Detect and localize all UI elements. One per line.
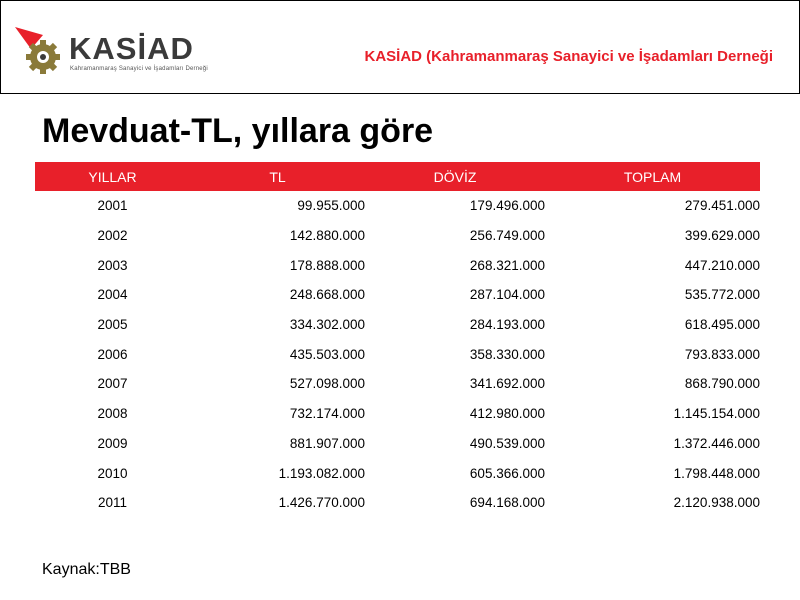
table-row <box>35 488 760 518</box>
cell-tl: 881.907.000 <box>289 435 365 451</box>
cell-year: 2005 <box>97 317 128 333</box>
cell-total: 447.210.000 <box>684 257 760 273</box>
source-note: Kaynak:TBB <box>42 561 131 578</box>
cell-doviz: 490.539.000 <box>469 435 545 451</box>
cell-total: 618.495.000 <box>684 317 760 333</box>
table-row <box>35 429 760 459</box>
column-header-doviz: DÖVİZ <box>365 162 545 191</box>
table-row <box>35 310 760 340</box>
table-row <box>35 339 760 369</box>
cell-year: 2010 <box>97 465 128 481</box>
cell-total: 868.790.000 <box>684 376 760 392</box>
cell-tl: 1.193.082.000 <box>278 465 365 481</box>
cell-year: 2011 <box>97 495 128 511</box>
cell-tl: 248.668.000 <box>289 287 365 303</box>
table-row <box>35 221 760 251</box>
cell-year: 2003 <box>97 257 128 273</box>
cell-doviz: 268.321.000 <box>469 257 545 273</box>
cell-doviz: 341.692.000 <box>469 376 545 392</box>
deposits-table <box>35 162 760 518</box>
cell-doviz: 256.749.000 <box>469 228 545 244</box>
cell-year: 2002 <box>97 228 128 244</box>
cell-doviz: 605.366.000 <box>469 465 545 481</box>
cell-doviz: 358.330.000 <box>469 346 545 362</box>
table-row <box>35 458 760 488</box>
page-title: Mevduat-TL, yıllara göre <box>42 112 434 150</box>
column-header-tl: TL <box>190 162 365 191</box>
cell-total: 279.451.000 <box>684 198 760 214</box>
cell-total: 1.372.446.000 <box>673 435 760 451</box>
table-row <box>35 191 760 221</box>
cell-tl: 1.426.770.000 <box>278 495 365 511</box>
logo-tagline: Kahramanmaraş Sanayici ve İşadamları Derneği <box>70 66 208 72</box>
cell-tl: 435.503.000 <box>289 346 365 362</box>
kasiad-logo <box>13 23 223 75</box>
cell-doviz: 412.980.000 <box>469 406 545 422</box>
logo-wordmark: KASİAD <box>69 31 194 66</box>
cell-tl: 99.955.000 <box>297 198 365 214</box>
cell-year: 2004 <box>97 287 128 303</box>
cell-tl: 732.174.000 <box>289 406 365 422</box>
cell-doviz: 179.496.000 <box>469 198 545 214</box>
cell-total: 2.120.938.000 <box>673 495 760 511</box>
cell-year: 2006 <box>97 346 128 362</box>
cell-total: 535.772.000 <box>684 287 760 303</box>
table-header-row <box>35 162 760 191</box>
cell-total: 399.629.000 <box>684 228 760 244</box>
cell-tl: 527.098.000 <box>289 376 365 392</box>
table-row <box>35 250 760 280</box>
column-header-years: YILLAR <box>35 162 190 191</box>
cell-tl: 178.888.000 <box>289 257 365 273</box>
cell-doviz: 287.104.000 <box>469 287 545 303</box>
cell-doviz: 694.168.000 <box>469 495 545 511</box>
slide-header <box>0 0 800 94</box>
cell-doviz: 284.193.000 <box>469 317 545 333</box>
cell-tl: 142.880.000 <box>289 228 365 244</box>
gear-triangle-logo-icon <box>13 23 73 75</box>
cell-year: 2007 <box>97 376 128 392</box>
cell-total: 1.798.448.000 <box>673 465 760 481</box>
cell-tl: 334.302.000 <box>289 317 365 333</box>
cell-total: 1.145.154.000 <box>673 406 760 422</box>
cell-year: 2008 <box>97 406 128 422</box>
column-header-total: TOPLAM <box>545 162 760 191</box>
cell-year: 2001 <box>97 198 128 214</box>
table-row <box>35 399 760 429</box>
table-row <box>35 369 760 399</box>
organization-name: KASİAD (Kahramanmaraş Sanayici ve İşadamları Derneği <box>364 48 773 65</box>
table-row <box>35 280 760 310</box>
cell-total: 793.833.000 <box>684 346 760 362</box>
cell-year: 2009 <box>97 435 128 451</box>
